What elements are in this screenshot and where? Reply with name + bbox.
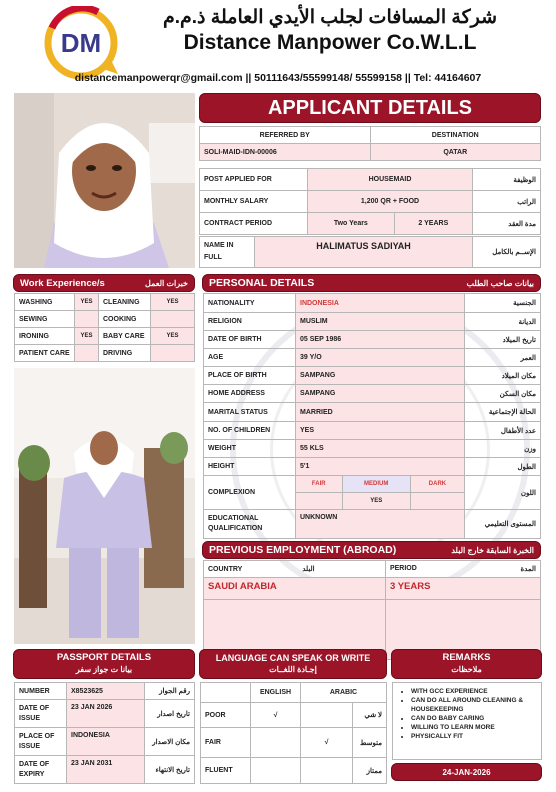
poor-arabic-mark <box>301 703 353 728</box>
work-skill: COOKING <box>99 311 151 328</box>
work-skill: SEWING <box>15 311 75 328</box>
education-value: UNKNOWN <box>296 510 465 539</box>
complexion-arabic: اللون <box>465 476 541 510</box>
referred-by-value: SOLI-MAID-IDN-00006 <box>200 144 371 161</box>
nationality-arabic: الجنسية <box>465 294 541 313</box>
work-skill: WASHING <box>15 294 75 311</box>
age-value: 39 Y/O <box>296 349 465 367</box>
work-skill-value: YES <box>151 294 195 311</box>
company-name-arabic: شركة المسافات لجلب الأيدي العاملة ذ.م.م <box>162 7 498 28</box>
place-of-birth-label: PLACE OF BIRTH <box>204 367 296 385</box>
full-body-illustration <box>14 368 195 644</box>
company-logo <box>38 6 124 80</box>
height-value: 5'1 <box>296 458 465 476</box>
dob-arabic: تاريخ الميلاد <box>465 331 541 349</box>
height-arabic: الطول <box>465 458 541 476</box>
period-header <box>385 561 540 578</box>
poor-arabic-label: لا شي <box>353 703 387 728</box>
passport-number-value: X8523625 <box>67 683 145 700</box>
arabic-header: ARABIC <box>301 683 387 703</box>
passport-number-label: NUMBER <box>15 683 67 700</box>
remarks-title: REMARKS <box>442 652 491 663</box>
marital-status-value: MARRIED <box>296 403 465 422</box>
country-header-arabic: البلد <box>302 566 315 573</box>
monthly-salary-label: MONTHLY SALARY <box>200 191 308 213</box>
work-skill-value <box>151 345 195 362</box>
expiry-date-label: DATE OF EXPIRY <box>15 756 67 784</box>
home-address-value: SAMPANG <box>296 385 465 403</box>
destination-header: DESTINATION <box>370 127 541 144</box>
remarks-header <box>391 649 542 679</box>
poor-label: POOR <box>201 703 251 728</box>
weight-label: WEIGHT <box>204 440 296 458</box>
children-value: YES <box>296 422 465 440</box>
remarks-list <box>401 687 537 741</box>
work-skill: BABY CARE <box>99 328 151 345</box>
country-header-text: COUNTRY <box>208 566 243 573</box>
contract-period-label: CONTRACT PERIOD <box>200 213 308 235</box>
language-header <box>199 649 387 679</box>
work-experience-header <box>13 274 195 292</box>
applicant-full-body-photo <box>14 368 195 644</box>
complexion-dark: DARK <box>410 476 464 493</box>
weight-value: 55 KLS <box>296 440 465 458</box>
svg-text:DM: DM <box>60 28 102 58</box>
nationality-label: NATIONALITY <box>204 294 296 313</box>
nationality-value: INDONESIA <box>296 294 465 313</box>
work-skill: CLEANING <box>99 294 151 311</box>
remark-item: • CAN DO BABY CARING <box>411 714 537 723</box>
remark-item: • WITH GCC EXPERIENCE <box>411 687 537 696</box>
post-applied-value: HOUSEMAID <box>308 169 473 191</box>
age-arabic: العمر <box>465 349 541 367</box>
previous-employment-header <box>202 541 541 559</box>
monthly-salary-value: 1,200 QR + FOOD <box>308 191 473 213</box>
expiry-date-value: 23 JAN 2031 <box>67 756 145 784</box>
fair-english-mark <box>251 728 301 758</box>
full-name-label: NAME IN FULL <box>200 237 255 268</box>
remark-item: • CAN DO ALL AROUND CLEANING & HOUSEKEEPING <box>411 696 537 714</box>
complexion-mark: YES <box>342 493 410 510</box>
language-title: LANGUAGE CAN SPEAK OR WRITE <box>215 653 371 663</box>
contact-line: distancemanpowerqr@gmail.com || 50111643/55599148/ 55599158 || Tel: 44164607 <box>74 72 482 84</box>
work-skill-value: YES <box>75 294 99 311</box>
previous-employment-table <box>203 560 541 660</box>
issue-place-arabic: مكان الاصدار <box>145 728 195 756</box>
education-arabic: المستوى التعليمي <box>465 510 541 539</box>
expiry-date-arabic: تاريخ الانتهاء <box>145 756 195 784</box>
personal-details-title: PERSONAL DETAILS <box>209 277 315 289</box>
issue-date-label: DATE OF ISSUE <box>15 700 67 728</box>
fluent-label: FLUENT <box>201 758 251 784</box>
passport-details-header <box>13 649 195 679</box>
language-title-arabic: إجـادة اللغــات <box>269 665 317 674</box>
place-of-birth-arabic: مكان الميلاد <box>465 367 541 385</box>
name-table <box>199 236 541 268</box>
children-label: NO. OF CHILDREN <box>204 422 296 440</box>
portrait-illustration <box>14 93 195 268</box>
dob-label: DATE OF BIRTH <box>204 331 296 349</box>
period-header-text: PERIOD <box>389 565 417 572</box>
passport-details-title-arabic: بيانا ت جواز سفر <box>75 665 133 674</box>
home-address-arabic: مكان السكن <box>465 385 541 403</box>
issue-date-arabic: تاريخ اصدار <box>145 700 195 728</box>
contract-period-value: Two Years <box>308 213 395 235</box>
country-header <box>204 561 386 578</box>
age-label: AGE <box>204 349 296 367</box>
fluent-arabic-mark <box>301 758 353 784</box>
issue-place-value: INDONESIA <box>67 728 145 756</box>
referral-table <box>199 126 541 161</box>
work-skill: PATIENT CARE <box>15 345 75 362</box>
remark-item: • PHYSICALLY FIT <box>411 732 537 741</box>
post-applied-label: POST APPLIED FOR <box>200 169 308 191</box>
applicant-portrait-photo <box>14 93 195 268</box>
place-of-birth-value: SAMPANG <box>296 367 465 385</box>
work-experience-title-arabic: خبرات العمل <box>145 278 188 288</box>
full-name-arabic: الإســم بالكامل <box>473 237 541 268</box>
passport-number-arabic: رقم الجواز <box>145 683 195 700</box>
applicant-details-banner: APPLICANT DETAILS <box>199 93 541 123</box>
complexion-medium: MEDIUM <box>342 476 410 493</box>
previous-employment-title: PREVIOUS EMPLOYMENT (ABROAD) <box>209 544 397 556</box>
work-skill: IRONING <box>15 328 75 345</box>
fluent-english-mark <box>251 758 301 784</box>
post-applied-arabic: الوظيفة <box>473 169 541 191</box>
home-address-label: HOME ADDRESS <box>204 385 296 403</box>
personal-details-table <box>203 293 541 539</box>
children-arabic: عدد الأطفال <box>465 422 541 440</box>
work-skill-value: YES <box>75 328 99 345</box>
complexion-label: COMPLEXION <box>204 476 296 510</box>
dob-value: 05 SEP 1986 <box>296 331 465 349</box>
remarks-date: 24-JAN-2026 <box>391 763 542 781</box>
religion-value: MUSLIM <box>296 313 465 331</box>
religion-arabic: الديانة <box>465 313 541 331</box>
passport-details-title: PASSPORT DETAILS <box>56 652 152 663</box>
work-skill-value <box>75 345 99 362</box>
height-label: HEIGHT <box>204 458 296 476</box>
education-label: EDUCATIONAL QUALIFICATION <box>204 510 296 539</box>
full-name-value: HALIMATUS SADIYAH <box>255 237 473 268</box>
period-header-arabic: المدة <box>520 566 536 573</box>
marital-status-label: MARITAL STATUS <box>204 403 296 422</box>
weight-arabic: وزن <box>465 440 541 458</box>
job-table <box>199 168 541 235</box>
fluent-arabic-label: ممتاز <box>353 758 387 784</box>
remarks-box <box>392 682 542 760</box>
work-skill-value <box>151 311 195 328</box>
referred-by-header: REFERRED BY <box>200 127 371 144</box>
fair-arabic-label: متوسط <box>353 728 387 758</box>
marital-status-arabic: الحالة الإجتماعية <box>465 403 541 422</box>
remark-item: • WILLING TO LEARN MORE <box>411 723 537 732</box>
english-header: ENGLISH <box>251 683 301 703</box>
work-experience-title: Work Experience/s <box>20 277 105 289</box>
issue-date-value: 23 JAN 2026 <box>67 700 145 728</box>
country-value: SAUDI ARABIA <box>204 578 386 600</box>
passport-table <box>14 682 195 784</box>
company-name-english: Distance Manpower Co.W.L.L <box>183 31 477 54</box>
complexion-fair: FAIR <box>296 476 343 493</box>
period-value: 3 YEARS <box>385 578 540 600</box>
monthly-salary-arabic: الراتب <box>473 191 541 213</box>
work-skill-value: YES <box>151 328 195 345</box>
contract-period-years: 2 YEARS <box>394 213 472 235</box>
work-experience-table <box>14 293 195 362</box>
destination-value: QATAR <box>370 144 541 161</box>
previous-employment-title-arabic: الخبرة السابقة خارج البلد <box>451 545 534 555</box>
personal-details-header <box>202 274 541 292</box>
work-skill-value <box>75 311 99 328</box>
fair-arabic-mark: √ <box>301 728 353 758</box>
fair-label: FAIR <box>201 728 251 758</box>
contract-period-arabic: مدة العقد <box>473 213 541 235</box>
work-skill: DRIVING <box>99 345 151 362</box>
personal-details-title-arabic: بيانات صاحب الطلب <box>466 278 534 288</box>
poor-english-mark: √ <box>251 703 301 728</box>
religion-label: RELIGION <box>204 313 296 331</box>
remarks-title-arabic: ملاحظات <box>451 665 482 674</box>
issue-place-label: PLACE OF ISSUE <box>15 728 67 756</box>
language-table <box>200 682 387 784</box>
